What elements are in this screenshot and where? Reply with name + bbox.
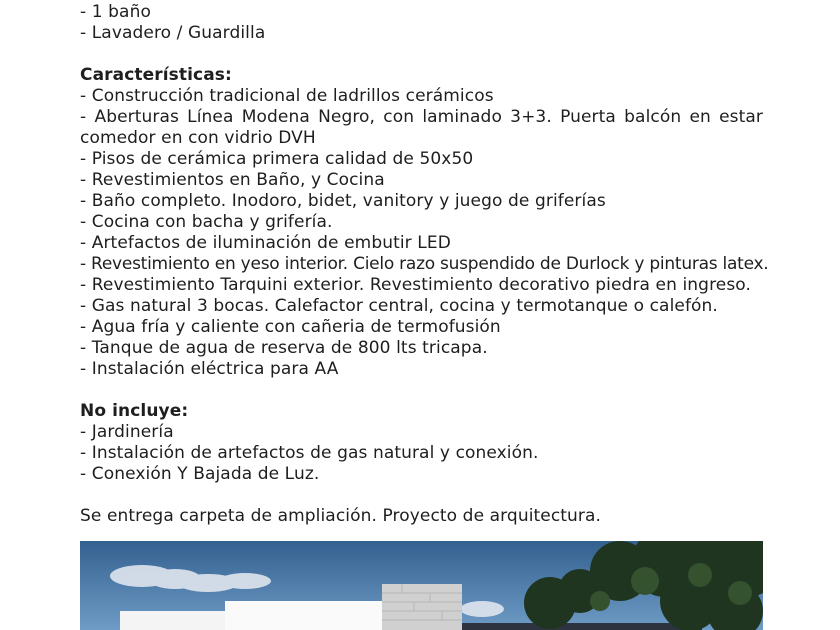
feature-item: - Pisos de cerámica primera calidad de 50x50 [80, 149, 474, 169]
feature-item: - Cocina con bacha y grifería. [80, 212, 333, 232]
excluded-item: - Conexión Y Bajada de Luz. [80, 464, 320, 484]
features-heading: Características: [80, 65, 232, 85]
feature-item: - Instalación eléctrica para AA [80, 359, 339, 379]
room-item: - Lavadero / Guardilla [80, 23, 266, 43]
feature-item: - Tanque de agua de reserva de 800 lts tricapa. [80, 338, 488, 358]
feature-item: - Revestimiento Tarquini exterior. Revestimiento decorativo piedra en ingreso. [80, 275, 752, 295]
feature-item: - Gas natural 3 bocas. Calefactor central, cocina y termotanque o calefón. [80, 296, 718, 316]
feature-item: - Agua fría y caliente con cañeria de termofusión [80, 317, 501, 337]
feature-item: - Revestimiento en yeso interior. Cielo razo suspendido de Durlock y pinturas latex. [80, 254, 769, 274]
feature-item: - Baño completo. Inodoro, bidet, vanitory y juego de griferías [80, 191, 606, 211]
feature-item: - Aberturas Línea Modena Negro, con laminado 3+3. Puerta balcón en estar comedor en con vidrio DVH [80, 107, 763, 148]
excluded-heading: No incluye: [80, 401, 189, 421]
listing-description [80, 0, 769, 527]
feature-item: - Construcción tradicional de ladrillos cerámicos [80, 86, 494, 106]
excluded-item: - Jardinería [80, 422, 174, 442]
room-item: - 1 baño [80, 2, 151, 22]
feature-item: - Artefactos de iluminación de embutir LED [80, 233, 451, 253]
feature-item: - Revestimientos en Baño, y Cocina [80, 170, 385, 190]
house-render-image [80, 541, 763, 630]
closing-note: Se entrega carpeta de ampliación. Proyecto de arquitectura. [80, 506, 602, 526]
house-render-illustration [80, 541, 763, 630]
excluded-item: - Instalación de artefactos de gas natural y conexión. [80, 443, 539, 463]
